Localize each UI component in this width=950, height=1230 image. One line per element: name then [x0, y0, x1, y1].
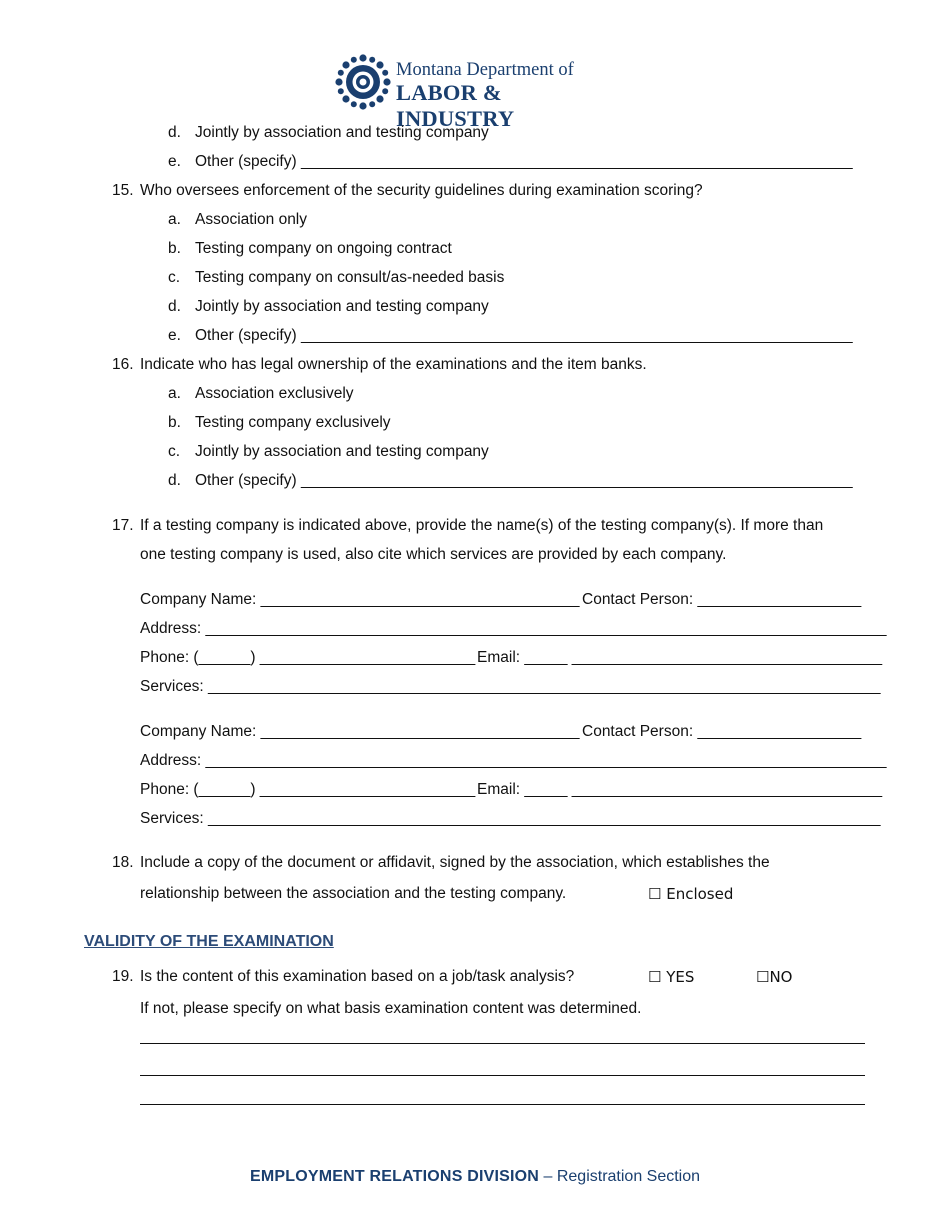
- q15-option-text: Association only: [195, 211, 308, 228]
- q19-text: Is the content of this examination based on a job/task analysis?: [140, 968, 575, 985]
- q15-text: Who oversees enforcement of the security guidelines during examination scoring?: [140, 182, 703, 199]
- services-field[interactable]: Services: ______________________________________________________________________________: [140, 678, 881, 695]
- logo-line-1: Montana Department of: [396, 60, 574, 80]
- q17-text-line1: If a testing company is indicated above, provide the name(s) of the testing company(s). If more than: [140, 517, 824, 534]
- q16-text: Indicate who has legal ownership of the examinations and the item banks.: [140, 356, 647, 373]
- section-heading-validity: VALIDITY OF THE EXAMINATION: [84, 933, 334, 950]
- footer-division: EMPLOYMENT RELATIONS DIVISION: [249, 1168, 540, 1185]
- q19-number: 19.: [112, 968, 134, 985]
- q14-option-text[interactable]: Other (specify) ________________________________________________________________: [195, 153, 853, 170]
- phone-field[interactable]: Phone: (______) _________________________: [140, 781, 476, 798]
- enclosed-checkbox[interactable]: ☐ Enclosed: [648, 885, 734, 903]
- q15-option-letter: e.: [168, 327, 181, 344]
- q15-option-letter: c.: [168, 269, 181, 286]
- q16-option-letter: a.: [168, 385, 181, 402]
- q18-text-line1: Include a copy of the document or affidavit, signed by the association, which establishes the: [140, 854, 770, 871]
- answer-line[interactable]: [140, 1043, 865, 1044]
- q16-option-letter: b.: [168, 414, 181, 431]
- q14-option-letter: e.: [168, 153, 181, 170]
- q14-option-letter: d.: [168, 124, 181, 141]
- address-field[interactable]: Address: _______________________________________________________________________________: [140, 752, 887, 769]
- department-logo: [335, 54, 625, 131]
- no-checkbox[interactable]: ☐NO: [756, 968, 793, 986]
- address-field[interactable]: Address: _______________________________________________________________________________: [140, 620, 887, 637]
- q18-text-line2: relationship between the association and the testing company.: [140, 885, 567, 902]
- logo-line-2: LABOR & INDUSTRY: [396, 80, 515, 131]
- q17-text-line2: one testing company is used, also cite which services are provided by each company.: [140, 546, 727, 563]
- phone-field[interactable]: Phone: (______) _________________________: [140, 649, 476, 666]
- q18-number: 18.: [112, 854, 134, 871]
- q15-option-text: Jointly by association and testing company: [195, 298, 489, 315]
- answer-line[interactable]: [140, 1104, 865, 1105]
- company-name-field[interactable]: Company Name: _____________________________________: [140, 591, 580, 608]
- q15-option-letter: b.: [168, 240, 181, 257]
- q15-option-letter: a.: [168, 211, 181, 228]
- yes-checkbox[interactable]: ☐ YES: [648, 968, 695, 986]
- q19-followup: If not, please specify on what basis examination content was determined.: [140, 1000, 642, 1017]
- company-name-field[interactable]: Company Name: _____________________________________: [140, 723, 580, 740]
- q15-option-text: Testing company on consult/as-needed basis: [195, 269, 505, 286]
- q17-number: 17.: [112, 517, 134, 534]
- q15-number: 15.: [112, 182, 134, 199]
- q16-option-letter: d.: [168, 472, 181, 489]
- q16-option-letter: c.: [168, 443, 181, 460]
- q16-number: 16.: [112, 356, 134, 373]
- q16-option-text[interactable]: Other (specify) ________________________________________________________________: [195, 472, 853, 489]
- answer-line[interactable]: [140, 1075, 865, 1076]
- services-field[interactable]: Services: ______________________________________________________________________________: [140, 810, 881, 827]
- contact-person-field[interactable]: Contact Person: ___________________: [582, 591, 862, 608]
- q15-option-letter: d.: [168, 298, 181, 315]
- q16-option-text: Association exclusively: [195, 385, 354, 402]
- q16-option-text: Jointly by association and testing company: [195, 443, 489, 460]
- contact-person-field[interactable]: Contact Person: ___________________: [582, 723, 862, 740]
- page-footer: [0, 1168, 950, 1186]
- q14-option-text: Jointly by association and testing company: [195, 124, 489, 141]
- q15-option-text: Testing company on ongoing contract: [195, 240, 452, 257]
- q15-option-text[interactable]: Other (specify) ________________________________________________________________: [195, 327, 853, 344]
- email-field[interactable]: Email: _____ ____________________________________: [477, 649, 883, 666]
- email-field[interactable]: Email: _____ ____________________________________: [477, 781, 883, 798]
- gear-seal-icon: [335, 54, 391, 110]
- footer-section: – Registration Section: [539, 1168, 701, 1185]
- q16-option-text: Testing company exclusively: [195, 414, 391, 431]
